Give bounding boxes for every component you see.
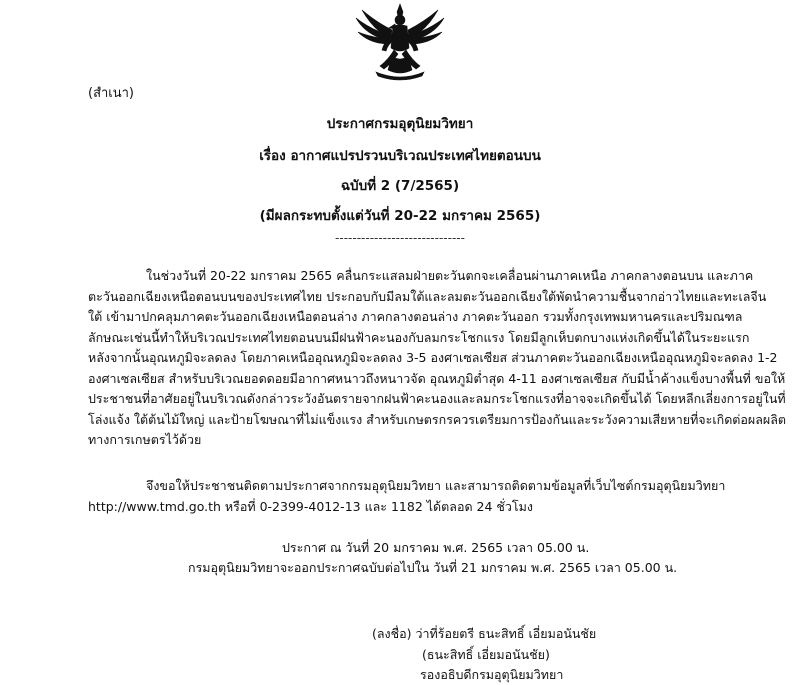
paragraph-line: ใต้ เข้ามาปกคลุมภาคตะวันออกเฉียงเหนือตอนล่าง ภาคกลางตอนล่าง ภาคตะวันออก รวมทั้งกรุงเทพมหานครและปริมณฑล <box>88 309 743 324</box>
paragraph-line: หลังจากนั้นอุณหภูมิจะลดลง โดยภาคเหนืออุณหภูมิจะลดลง 3-5 องศาเซลเซียส ส่วนภาคตะวันออกเฉียงเหนืออุณหภูมิจะลดลง 1-2 <box>88 350 778 365</box>
signature-signed: (ลงชื่อ) ว่าที่ร้อยตรี ธนะสิทธิ์ เอี่ยมอนันชัย <box>372 626 597 641</box>
signature-position: รองอธิบดีกรมอุตุนิยมวิทยา <box>420 667 564 682</box>
signature-name: (ธนะสิทธิ์ เอี่ยมอนันชัย) <box>422 647 550 662</box>
paragraph-line: โล่งแจ้ง ใต้ต้นไม้ใหญ่ และป้ายโฆษณาที่ไม่แข็งแรง สำหรับเกษตรกรควรเตรียมการป้องกันและระวังความเสียหายที่จะเกิดต่อผลผลิต <box>88 411 787 427</box>
copy-label: (สำเนา) <box>88 86 135 101</box>
garuda-emblem-icon <box>336 2 464 82</box>
paragraph-line-website: http://www.tmd.go.th หรือที่ 0-2399-4012-13 และ 1182 ได้ตลอด 24 ชั่วโมง <box>88 498 533 514</box>
announced-date: ประกาศ ณ วันที่ 20 มกราคม พ.ศ. 2565 เวลา 05.00 น. <box>282 540 590 555</box>
announcement-issue: ฉบับที่ 2 (7/2565) <box>340 178 460 194</box>
separator-line: ------------------------------ <box>335 231 465 245</box>
announcement-effective-date: (มีผลกระทบตั้งแต่วันที่ 20-22 มกราคม 2565) <box>259 208 541 224</box>
next-issue-notice: กรมอุตุนิยมวิทยาจะออกประกาศฉบับต่อไปใน วันที่ 21 มกราคม พ.ศ. 2565 เวลา 05.00 น. <box>188 560 678 575</box>
body-paragraph-1 <box>88 266 787 451</box>
paragraph-line: ในช่วงวันที่ 20-22 มกราคม 2565 คลื่นกระแสลมฝ่ายตะวันตกจะเคลื่อนผ่านภาคเหนือ ภาคกลางตอนบน และภาค <box>146 268 754 283</box>
paragraph-line: ประชาชนที่อาศัยอยู่ในบริเวณดังกล่าวระวังอันตรายจากฝนฟ้าคะนองและลมกระโชกแรงที่อาจจะเกิดขึ้นได้ โดยหลีกเลี่ยงการอยู่ในที่ <box>88 391 786 406</box>
body-paragraph-2 <box>88 476 728 517</box>
announcement-subject: เรื่อง อากาศแปรปรวนบริเวณประเทศไทยตอนบน <box>259 148 541 164</box>
announcement-title: ประกาศกรมอุตุนิยมวิทยา <box>326 116 474 132</box>
paragraph-line: องศาเซลเซียส สำหรับบริเวณยอดดอยมีอากาศหนาวถึงหนาวจัด อุณหภูมิต่ำสุด 4-11 องศาเซลเซียส กับมีน้ำค้างแข็งบางพื้นที่ ขอให้ <box>88 370 786 386</box>
paragraph-line: จึงขอให้ประชาชนติดตามประกาศจากกรมอุตุนิยมวิทยา และสามารถติดตามข้อมูลที่เว็บไซต์กรมอุตุนิยมวิทยา <box>146 478 726 493</box>
paragraph-line: ทางการเกษตรไว้ด้วย <box>88 432 202 447</box>
paragraph-line: ตะวันออกเฉียงเหนือตอนบนของประเทศไทย ประกอบกับมีลมใต้และลมตะวันออกเฉียงใต้พัดนำความชื้นจากอ่าวไทยและทะเลจีน <box>88 288 767 304</box>
paragraph-line: ลักษณะเช่นนี้ทำให้บริเวณประเทศไทยตอนบนมีฝนฟ้าคะนองกับลมกระโชกแรง โดยมีลูกเห็บตกบางแห่งเกิดขึ้นได้ในระยะแรก <box>88 329 750 345</box>
